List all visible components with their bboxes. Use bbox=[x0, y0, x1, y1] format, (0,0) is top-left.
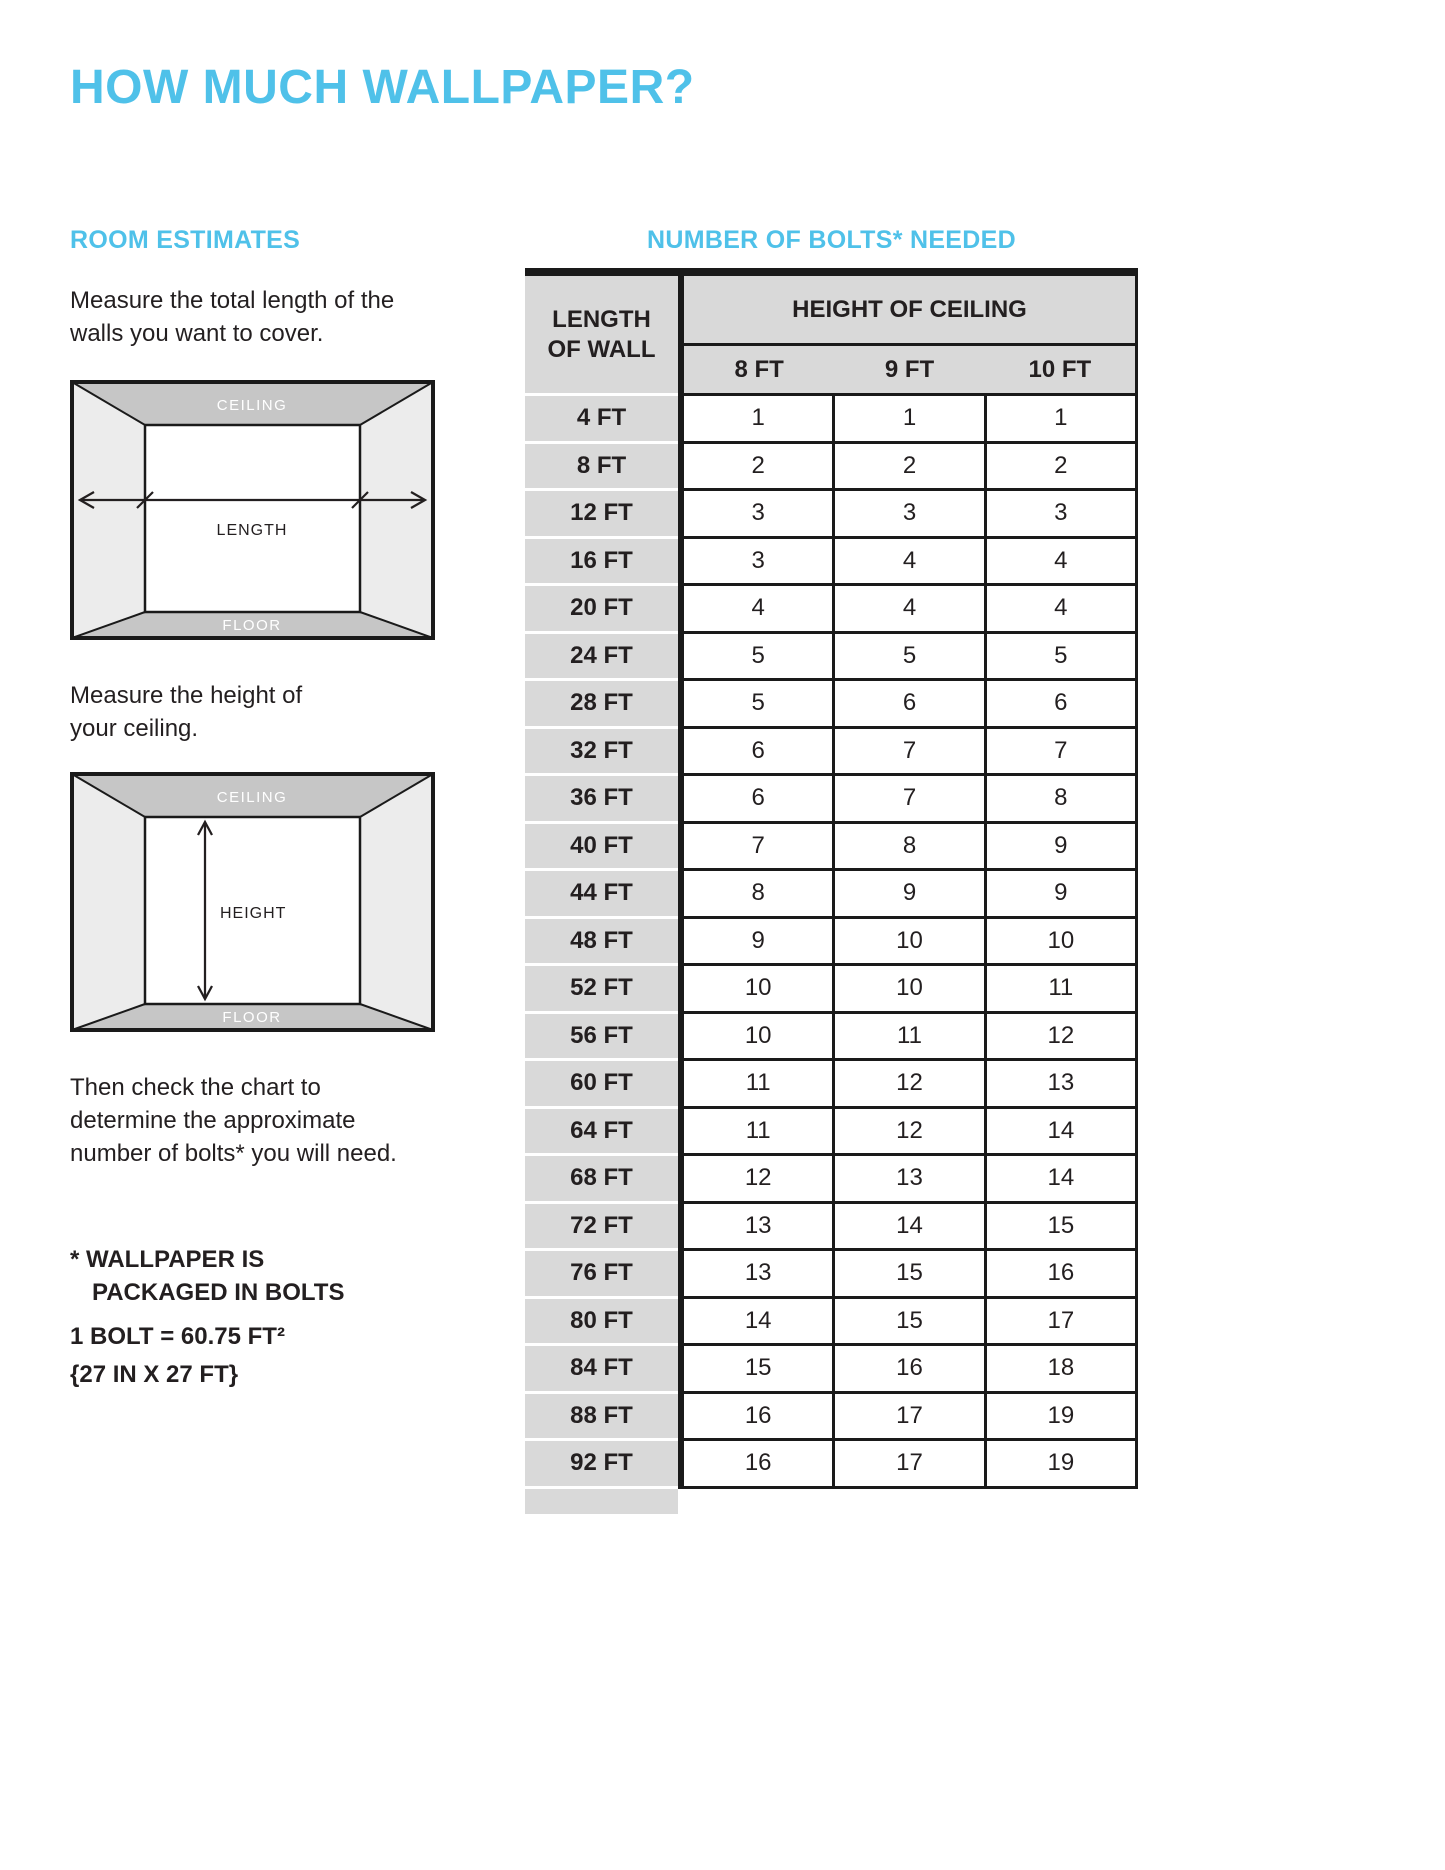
row-label: 92 FT bbox=[525, 1441, 678, 1489]
table-row bbox=[684, 1109, 1135, 1157]
bolt-count-cell: 6 bbox=[751, 784, 765, 812]
bolt-count-cell: 17 bbox=[984, 1299, 1135, 1344]
instruction-step-2: Measure the height of your ceiling. bbox=[70, 682, 303, 742]
row-label: 80 FT bbox=[525, 1299, 678, 1347]
bolt-count-cell: 9 bbox=[832, 871, 983, 916]
ceiling-height-subheaders bbox=[684, 346, 1135, 396]
bolt-count-cell: 1 bbox=[984, 396, 1135, 441]
table-top-border bbox=[525, 268, 1138, 276]
footnote-line-2: PACKAGED IN BOLTS bbox=[92, 1279, 345, 1306]
row-label: 44 FT bbox=[525, 871, 678, 919]
row-label: 16 FT bbox=[525, 539, 678, 587]
bolt-count-cell: 9 bbox=[751, 926, 765, 954]
bolt-count-cell: 14 bbox=[984, 1156, 1135, 1201]
table-row bbox=[684, 1014, 1135, 1062]
bolt-count-cell: 13 bbox=[984, 1061, 1135, 1106]
row-label: 56 FT bbox=[525, 1014, 678, 1062]
bolt-count-cell: 3 bbox=[984, 491, 1135, 536]
bolt-count-cell: 7 bbox=[751, 831, 765, 859]
table-row-labels bbox=[525, 396, 678, 1489]
table-row bbox=[684, 1299, 1135, 1347]
table-row bbox=[684, 1394, 1135, 1442]
bolt-count-cell: 10 bbox=[832, 919, 983, 964]
bolt-count-cell: 15 bbox=[984, 1204, 1135, 1249]
table-row bbox=[684, 1346, 1135, 1394]
bolt-count-cell: 11 bbox=[984, 966, 1135, 1011]
table-row bbox=[684, 1156, 1135, 1204]
table-data-grid bbox=[684, 396, 1135, 1489]
subheader-10ft: 10 FT bbox=[1028, 355, 1092, 383]
ceiling-label: CEILING bbox=[216, 789, 288, 806]
bolt-count-cell: 12 bbox=[832, 1061, 983, 1106]
row-label: 60 FT bbox=[525, 1061, 678, 1109]
row-label: 24 FT bbox=[525, 634, 678, 682]
room-estimates-heading: ROOM ESTIMATES bbox=[70, 226, 301, 254]
bolt-count-cell: 13 bbox=[832, 1156, 983, 1201]
bolt-count-cell: 4 bbox=[832, 586, 983, 631]
bolt-count-cell: 3 bbox=[751, 499, 765, 527]
bolt-count-cell: 19 bbox=[984, 1394, 1135, 1439]
length-label: LENGTH bbox=[216, 522, 288, 539]
bolt-count-cell: 2 bbox=[984, 444, 1135, 489]
length-of-wall-header: LENGTH OF WALL bbox=[525, 276, 678, 396]
table-row bbox=[684, 491, 1135, 539]
bolt-count-cell: 17 bbox=[832, 1394, 983, 1439]
row-label: 88 FT bbox=[525, 1394, 678, 1442]
row-label: 4 FT bbox=[525, 396, 678, 444]
bolt-count-cell: 9 bbox=[984, 871, 1135, 916]
ceiling-label: CEILING bbox=[216, 397, 288, 414]
bolts-needed-heading: NUMBER OF BOLTS* NEEDED bbox=[647, 226, 1016, 254]
bolt-count-cell: 11 bbox=[745, 1116, 771, 1144]
bolt-count-cell: 7 bbox=[984, 729, 1135, 774]
table-row bbox=[684, 634, 1135, 682]
bolt-count-cell: 5 bbox=[984, 634, 1135, 679]
bolt-count-cell: 14 bbox=[744, 1306, 772, 1334]
length-of-wall-column bbox=[525, 276, 678, 1514]
bolt-count-cell: 10 bbox=[744, 1021, 772, 1049]
height-of-ceiling-header: HEIGHT OF CEILING bbox=[684, 276, 1135, 346]
bolt-count-cell: 7 bbox=[832, 776, 983, 821]
bolt-count-cell: 1 bbox=[751, 404, 765, 432]
row-label: 28 FT bbox=[525, 681, 678, 729]
row-label: 72 FT bbox=[525, 1204, 678, 1252]
floor-label: FLOOR bbox=[222, 1009, 282, 1026]
table-row bbox=[684, 1204, 1135, 1252]
bolt-count-cell: 5 bbox=[751, 689, 765, 717]
wallpaper-footnote bbox=[70, 1243, 344, 1309]
bolt-count-cell: 10 bbox=[984, 919, 1135, 964]
bolt-size-info bbox=[70, 1320, 285, 1391]
bolt-count-cell: 12 bbox=[832, 1109, 983, 1154]
height-label: HEIGHT bbox=[220, 905, 287, 922]
table-row bbox=[684, 919, 1135, 967]
bolt-count-cell: 12 bbox=[984, 1014, 1135, 1059]
bolt-count-cell: 5 bbox=[832, 634, 983, 679]
right-wall bbox=[360, 382, 433, 638]
table-row bbox=[684, 1441, 1135, 1489]
table-row bbox=[684, 1251, 1135, 1299]
bolt-count-cell: 8 bbox=[984, 776, 1135, 821]
bolt-count-cell: 10 bbox=[832, 966, 983, 1011]
right-wall bbox=[360, 774, 433, 1030]
bolt-count-cell: 16 bbox=[984, 1251, 1135, 1296]
bolt-count-cell: 16 bbox=[832, 1346, 983, 1391]
table-row bbox=[684, 824, 1135, 872]
table-row bbox=[684, 1061, 1135, 1109]
bolt-count-cell: 4 bbox=[984, 539, 1135, 584]
bolt-count-cell: 3 bbox=[832, 491, 983, 536]
row-label: 68 FT bbox=[525, 1156, 678, 1204]
bolt-count-cell: 18 bbox=[984, 1346, 1135, 1391]
row-label: 84 FT bbox=[525, 1346, 678, 1394]
back-wall bbox=[145, 425, 360, 612]
bolt-count-cell: 13 bbox=[744, 1211, 772, 1239]
bolt-count-cell: 15 bbox=[744, 1354, 772, 1382]
bolt-count-cell: 8 bbox=[832, 824, 983, 869]
instruction-step-1: Measure the total length of the walls you want to cover. bbox=[70, 287, 395, 347]
bolt-count-cell: 16 bbox=[744, 1401, 772, 1429]
bolt-count-cell: 19 bbox=[984, 1441, 1135, 1486]
bolt-count-cell: 7 bbox=[832, 729, 983, 774]
table-row bbox=[684, 776, 1135, 824]
room-length-diagram bbox=[70, 380, 435, 640]
left-wall bbox=[72, 382, 145, 638]
bolt-count-cell: 4 bbox=[984, 586, 1135, 631]
bolt-count-cell: 3 bbox=[751, 546, 765, 574]
table-row bbox=[684, 966, 1135, 1014]
table-row bbox=[684, 871, 1135, 919]
bolt-count-cell: 14 bbox=[984, 1109, 1135, 1154]
bolt-count-cell: 6 bbox=[751, 736, 765, 764]
row-label: 48 FT bbox=[525, 919, 678, 967]
bolts-table bbox=[525, 268, 1138, 1514]
table-row bbox=[684, 681, 1135, 729]
table-body bbox=[525, 276, 1138, 1514]
bolt-count-cell: 6 bbox=[832, 681, 983, 726]
bolt-count-cell: 11 bbox=[832, 1014, 983, 1059]
bolt-count-cell: 16 bbox=[744, 1449, 772, 1477]
row-label: 20 FT bbox=[525, 586, 678, 634]
bolt-dimensions-line: {27 IN X 27 FT} bbox=[70, 1361, 239, 1388]
bolt-count-cell: 4 bbox=[832, 539, 983, 584]
bolt-count-cell: 13 bbox=[744, 1259, 772, 1287]
row-label: 52 FT bbox=[525, 966, 678, 1014]
subheader-8ft: 8 FT bbox=[734, 355, 784, 383]
instruction-step-3: Then check the chart to determine the approximate number of bolts* you will need. bbox=[70, 1074, 397, 1167]
bolt-count-cell: 12 bbox=[744, 1164, 772, 1192]
footnote-line-1: * WALLPAPER IS bbox=[70, 1246, 265, 1273]
row-label: 8 FT bbox=[525, 444, 678, 492]
page-title: HOW MUCH WALLPAPER? bbox=[70, 61, 695, 114]
bolt-count-cell: 17 bbox=[832, 1441, 983, 1486]
bolt-area-line: 1 BOLT = 60.75 FT² bbox=[70, 1323, 285, 1350]
row-label: 40 FT bbox=[525, 824, 678, 872]
bolt-count-cell: 2 bbox=[832, 444, 983, 489]
table-left-footer bbox=[525, 1489, 678, 1514]
row-label: 36 FT bbox=[525, 776, 678, 824]
table-row bbox=[684, 539, 1135, 587]
bolt-counts-area bbox=[678, 276, 1138, 1489]
table-row bbox=[684, 586, 1135, 634]
row-label: 64 FT bbox=[525, 1109, 678, 1157]
bolt-count-cell: 14 bbox=[832, 1204, 983, 1249]
bolt-count-cell: 8 bbox=[751, 879, 765, 907]
bolt-count-cell: 4 bbox=[751, 594, 765, 622]
bolt-count-cell: 9 bbox=[984, 824, 1135, 869]
room-height-diagram bbox=[70, 772, 435, 1032]
row-label: 32 FT bbox=[525, 729, 678, 777]
row-label: 12 FT bbox=[525, 491, 678, 539]
bolt-count-cell: 11 bbox=[745, 1069, 771, 1097]
table-row bbox=[684, 729, 1135, 777]
table-row bbox=[684, 444, 1135, 492]
floor-label: FLOOR bbox=[222, 617, 282, 634]
row-label: 76 FT bbox=[525, 1251, 678, 1299]
bolt-count-cell: 15 bbox=[832, 1299, 983, 1344]
bolt-count-cell: 10 bbox=[744, 974, 772, 1002]
bolt-count-cell: 15 bbox=[832, 1251, 983, 1296]
bolt-count-cell: 6 bbox=[984, 681, 1135, 726]
bolt-count-cell: 1 bbox=[832, 396, 983, 441]
subheader-9ft: 9 FT bbox=[884, 355, 935, 383]
bolt-count-cell: 5 bbox=[751, 641, 765, 669]
left-wall bbox=[72, 774, 145, 1030]
table-row bbox=[684, 396, 1135, 444]
bolt-count-cell: 2 bbox=[751, 451, 765, 479]
